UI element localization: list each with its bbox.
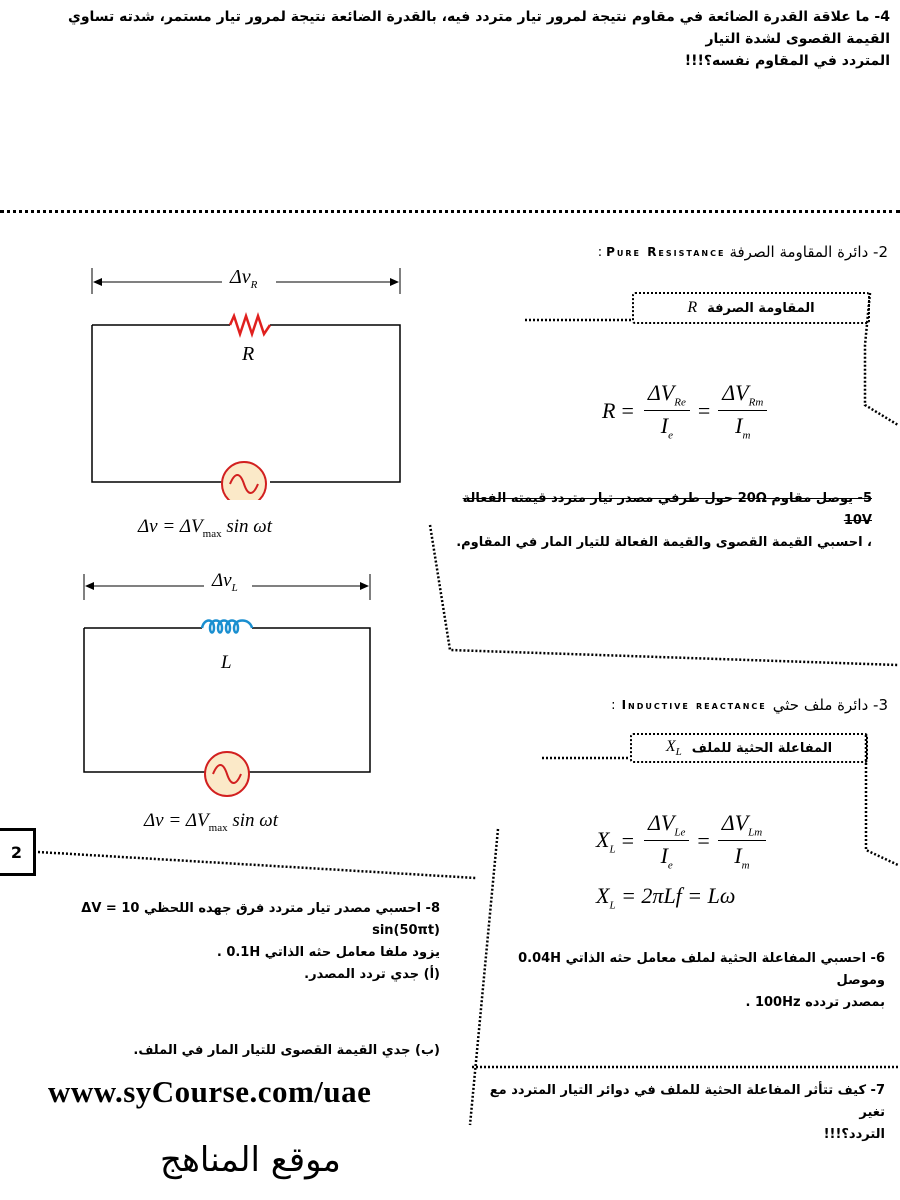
frac-numerator: ΔV — [648, 810, 675, 835]
question-6-line-2: بمصدر تردده 100Hz . — [745, 995, 885, 1010]
lhs-sub: L — [609, 843, 616, 856]
circuit-inductor-diagram — [70, 568, 390, 808]
frac-numerator-sub: Le — [674, 826, 686, 839]
arrowhead-left — [93, 278, 102, 286]
arrowhead-right — [390, 278, 399, 286]
question-8 — [20, 898, 440, 986]
page-number-line — [36, 848, 486, 888]
question-7 — [480, 1080, 885, 1146]
formula-xl-fraction-2 — [718, 810, 766, 872]
lhs-main: X — [596, 826, 610, 852]
source-eq-tail: sin ωt — [221, 516, 272, 537]
question-4 — [20, 6, 890, 72]
circuit-r-voltage-label — [230, 266, 257, 291]
section-2-formula: R = $\frac{\Delta V_{Re}}{I_e}$ = $\frac{\Delta V_{Rm}}{I_m}$ — [602, 380, 771, 442]
question-8-line-3: (أ) جدي تردد المصدر. — [304, 967, 440, 982]
frac-denominator-sub: e — [668, 429, 673, 442]
section-3-formula-1: $X_L$ = $\frac{\Delta V_{Le}}{I_e}$ = $\frac{\Delta V_{Lm}}{I_m}$ — [596, 810, 770, 872]
circuit-r-source-equation — [138, 516, 272, 540]
circuit-l-source-equation — [144, 810, 278, 834]
question-8-line-2: يزود ملفا معامل حثه الذاتي 0.1H . — [216, 945, 440, 960]
lhs-main: X — [596, 883, 610, 908]
question-6 — [480, 948, 885, 1014]
section-divider — [0, 210, 900, 213]
formula-r-lhs: R — [602, 397, 616, 423]
section-3-formula-2 — [596, 883, 735, 911]
voltage-symbol: Δv — [212, 570, 232, 591]
section-3-colon: : — [611, 697, 616, 713]
resistor-zigzag — [230, 316, 270, 334]
frac-denominator: I — [734, 843, 742, 869]
section-3-definition-symbol — [666, 738, 682, 758]
frac-numerator: ΔV — [722, 380, 749, 405]
frac-numerator-sub: Lm — [748, 826, 763, 839]
region-boundary — [420, 520, 900, 670]
source-eq-tail: sin ωt — [227, 810, 278, 831]
source-eq-sub: max — [208, 821, 228, 834]
arrowhead-right — [360, 582, 369, 590]
arrowhead-left — [85, 582, 94, 590]
question-7-separator — [470, 1062, 900, 1072]
section-3-definition-label: المفاعلة الحثية للملف — [691, 740, 833, 756]
frac-denominator: I — [660, 413, 669, 439]
question-5-line-2: ، احسبي القيمة القصوى والقيمة الفعالة للتيار المار في المقاوم. — [456, 535, 872, 550]
section-2-heading — [598, 243, 888, 261]
section-3-definition-box — [630, 733, 868, 763]
site-name: موقع المناهج — [160, 1140, 341, 1180]
frac-denominator: I — [735, 413, 743, 439]
question-7-line-1: 7- كيف تتأثر المفاعلة الحثية للملف في دوائر التيار المتردد مع تغير — [489, 1083, 885, 1120]
frac-numerator: ΔV — [647, 380, 675, 405]
resistor-label: R — [242, 343, 255, 365]
question-4-line-2: المتردد في المقاوم نفسه؟!!! — [684, 53, 890, 69]
section-3-heading — [611, 696, 888, 714]
source-eq-main: Δv = ΔV — [144, 810, 209, 831]
question-8-part-b: (ب) جدي القيمة القصوى للتيار المار في الملف. — [133, 1043, 440, 1058]
formula-xl-lhs — [596, 827, 616, 855]
section-3-heading-ar: 3- دائرة ملف حثي — [772, 696, 888, 714]
section-2-heading-ar: 2- دائرة المقاومة الصرفة — [729, 243, 888, 261]
inductor-coil — [202, 621, 252, 633]
section-3-heading-en: Inductive reactance — [621, 698, 767, 712]
frac-numerator-sub: Rm — [748, 396, 764, 409]
formula-r-fraction-1 — [644, 380, 690, 442]
question-6-line-1: 6- احسبي المفاعلة الحثية لملف معامل حثه الذاتي 0.04H وموصل — [518, 951, 885, 988]
page-number-box — [0, 828, 36, 876]
voltage-sub: R — [250, 279, 258, 291]
symbol-main: X — [665, 737, 676, 755]
frac-denominator: I — [660, 843, 668, 869]
formula-r-fraction-2 — [718, 380, 767, 442]
section-2-definition-label: المقاومة الصرفة — [707, 300, 815, 316]
circuit-resistor-diagram — [80, 260, 420, 500]
section-2-definition-box — [632, 292, 870, 324]
symbol-sub: L — [675, 746, 682, 759]
question-7-line-2: التردد؟!!! — [823, 1127, 885, 1142]
page-number: 2 — [10, 842, 23, 862]
circuit-l-voltage-label — [212, 570, 238, 594]
voltage-symbol: Δv — [230, 266, 251, 288]
section-2-definition-symbol: R — [687, 299, 698, 316]
inductor-label: L — [221, 652, 232, 673]
section-2-heading-en: Pure Resistance — [606, 245, 726, 259]
frac-numerator: ΔV — [721, 810, 749, 835]
source-eq-sub: max — [202, 527, 222, 540]
question-4-line-1: 4- ما علاقة القدرة الضائعة في مقاوم نتيجة لمرور تيار متردد فيه، بالقدرة الضائعة نتيجة لمرور تيار مستمر، شدته تساوي القيمة القصوى لشدة التيار — [68, 9, 890, 47]
formula-xl-fraction-1 — [644, 810, 689, 872]
formula-2-rhs: = 2πLf = Lω — [621, 883, 736, 908]
lhs-sub: L — [609, 899, 616, 912]
source-eq-main: Δv = ΔV — [138, 516, 203, 537]
frac-denominator-sub: m — [741, 859, 750, 872]
ac-source-circle — [222, 462, 266, 500]
section-2-colon: : — [597, 244, 603, 260]
frac-denominator-sub: m — [742, 429, 751, 442]
website-url: www.syCourse.com/uae — [48, 1074, 372, 1109]
frac-denominator-sub: e — [667, 859, 673, 872]
frac-numerator-sub: Re — [674, 396, 686, 409]
question-8-line-1: 8- احسبي مصدر تيار متردد فرق جهده اللحظي ΔV = 10 sin(50πt) — [81, 901, 440, 938]
question-5-line-1: 5- يوصل مقاوم 20Ω حول طرفي مصدر تيار متردد قيمته الفعالة 10V — [462, 491, 872, 528]
voltage-sub: L — [231, 581, 238, 594]
